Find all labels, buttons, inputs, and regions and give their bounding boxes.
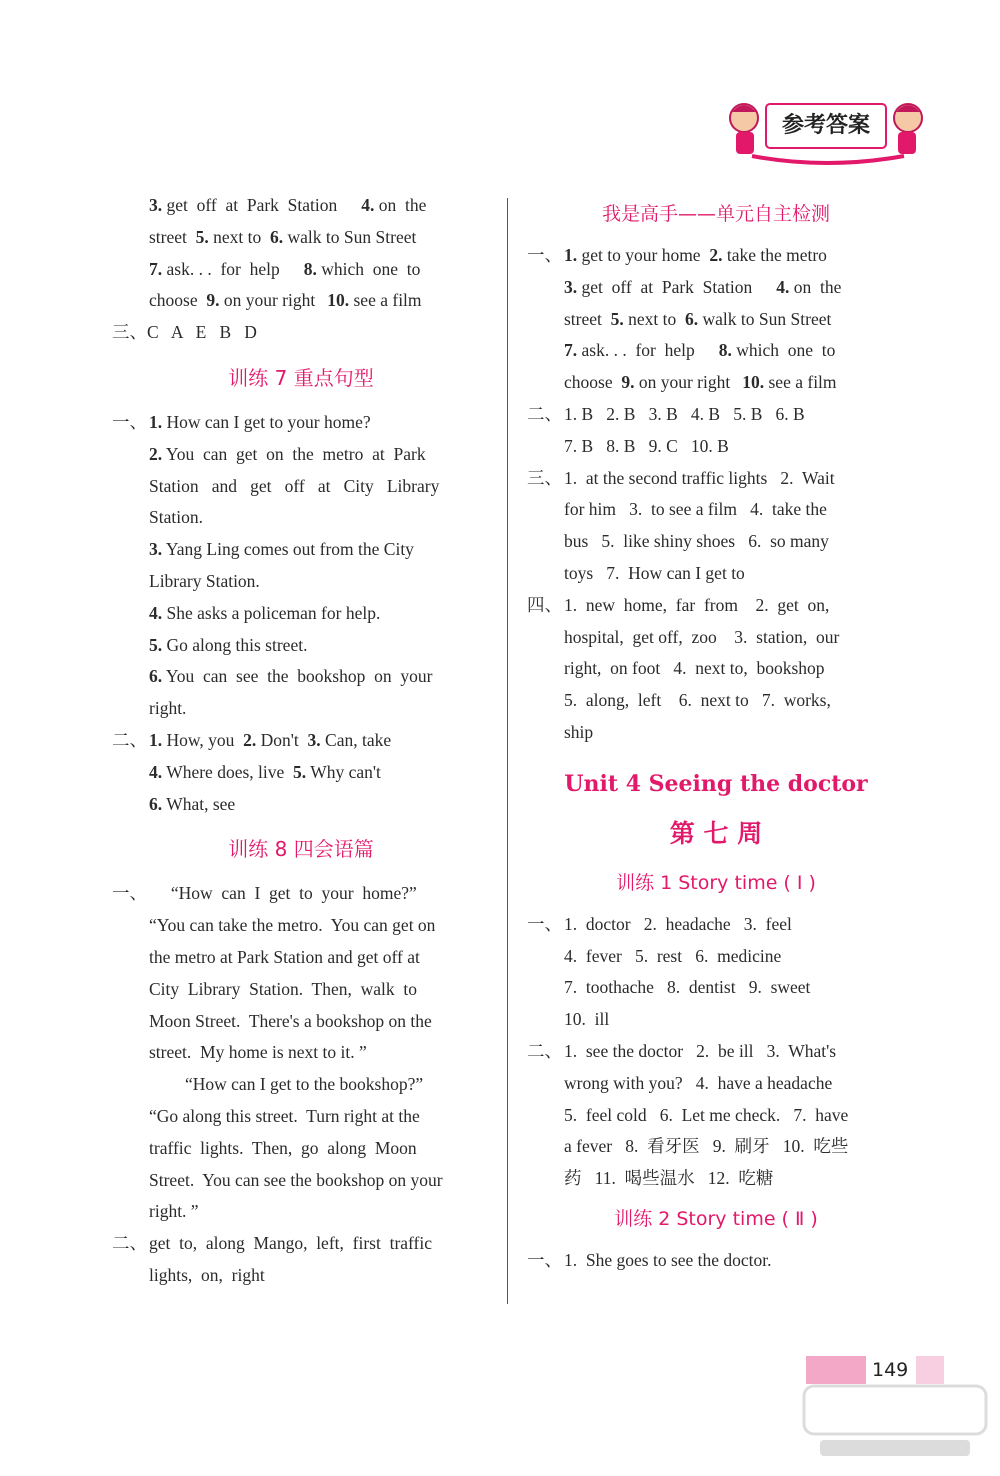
answer-line: 6. What, see <box>149 793 236 814</box>
answer-line: 7. B 8. B 9. C 10. B <box>564 435 729 456</box>
answer-line: 7. toothache 8. dentist 9. sweet <box>564 977 811 998</box>
answer-line: 6. You can see the bookshop on your <box>149 666 433 687</box>
answer-line: 5. Go along this street. <box>149 634 308 655</box>
section-title-train1: 训练 1 Story time ( Ⅰ ) <box>616 871 816 894</box>
answer-line: 10. ill <box>564 1009 610 1030</box>
section-title-train2: 训练 2 Story time ( Ⅱ ) <box>614 1207 818 1230</box>
answer-line: 2. You can get on the metro at Park <box>149 443 426 464</box>
section-title-7: 训练 7 重点句型 <box>228 365 374 390</box>
answer-line: 药 11. 喝些温水 12. 吃糖 <box>564 1168 774 1189</box>
right-column <box>527 190 905 1277</box>
answer-line: 三、 1. at the second traffic lights 2. Wait <box>527 467 835 488</box>
answer-line: choose 9. on your right 10. see a film <box>149 290 422 311</box>
answer-line: 四、 1. new home, far from 2. get on, <box>527 594 830 615</box>
left-column <box>112 190 490 1292</box>
answer-line: 二、 1. see the doctor 2. be ill 3. What's <box>527 1040 837 1061</box>
section-title-check: 我是高手——单元自主检测 <box>601 203 830 225</box>
answer-line: the metro at Park Station and get off at <box>149 946 420 967</box>
answer-line: 3. get off at Park Station 4. on the <box>149 195 427 215</box>
answer-line: 一、 1. doctor 2. headache 3. feel <box>527 913 792 934</box>
answer-line: a fever 8. 看牙医 9. 刷牙 10. 吃些 <box>564 1136 849 1157</box>
answer-line: street. My home is next to it. ” <box>149 1042 367 1063</box>
answer-line: 二、 get to, along Mango, left, first traffic <box>112 1233 433 1254</box>
header-title: 参考答案 <box>781 113 870 138</box>
answer-line: Moon Street. There's a bookshop on the <box>149 1010 432 1031</box>
page-number: 149 <box>872 1359 909 1381</box>
answer-line: Street. You can see the bookshop on your <box>149 1169 443 1190</box>
header-badge <box>722 96 930 168</box>
answer-line: City Library Station. Then, walk to <box>149 978 417 999</box>
page-number-bar <box>806 1356 866 1384</box>
answer-line: 3. get off at Park Station 4. on the <box>564 276 842 297</box>
answer-line: 二、 1. B 2. B 3. B 4. B 5. B 6. B <box>527 403 805 424</box>
watermark-logo-icon <box>800 1382 990 1462</box>
answer-line: 二、 1. How, you 2. Don't 3. Can, take <box>112 729 392 750</box>
answer-line: “Go along this street. Turn right at the <box>149 1105 420 1126</box>
answer-line: ship <box>564 721 594 742</box>
answer-line: 5. along, left 6. next to 7. works, <box>564 690 831 711</box>
answer-line: 7. ask. . . for help 8. which one to <box>149 258 421 279</box>
answer-line: bus 5. like shiny shoes 6. so many <box>564 531 829 552</box>
week-title: 第 七 周 <box>669 818 763 848</box>
answer-line: 三、C A E B D <box>112 322 257 343</box>
answer-line: choose 9. on your right 10. see a film <box>564 372 837 393</box>
answer-line: right. <box>149 698 187 719</box>
column-divider <box>507 198 508 1304</box>
answer-line: 一、 1. How can I get to your home? <box>112 411 371 432</box>
answer-line: 7. ask. . . for help 8. which one to <box>564 340 836 361</box>
answer-line: 一、 “How can I get to your home?” <box>112 883 417 904</box>
answer-line: right. ” <box>149 1201 199 1222</box>
answer-line: 5. feel cold 6. Let me check. 7. have <box>564 1104 849 1125</box>
answer-line: street 5. next to 6. walk to Sun Street <box>149 226 417 247</box>
answer-line: 4. She asks a policeman for help. <box>149 602 381 623</box>
section-title-8: 训练 8 四会语篇 <box>228 837 374 862</box>
answer-line: Station. <box>149 507 203 528</box>
answer-line: 一、 1. She goes to see the doctor. <box>527 1249 772 1270</box>
answer-line: toys 7. How can I get to <box>564 562 745 583</box>
answer-line: 3. Yang Ling comes out from the City <box>149 539 414 560</box>
answer-line: hospital, get off, zoo 3. station, our <box>564 626 840 647</box>
answer-line: Library Station. <box>149 570 260 591</box>
answer-line: 4. fever 5. rest 6. medicine <box>564 945 782 966</box>
answer-line: right, on foot 4. next to, bookshop <box>564 658 825 679</box>
answer-line: Station and get off at City Library <box>149 475 440 496</box>
answer-line: “You can take the metro. You can get on <box>149 915 436 936</box>
answer-line: lights, on, right <box>149 1264 265 1285</box>
answer-line: for him 3. to see a film 4. take the <box>564 499 827 520</box>
answer-line: traffic lights. Then, go along Moon <box>149 1137 417 1158</box>
answer-line: wrong with you? 4. have a headache <box>564 1072 833 1093</box>
page-tab <box>916 1356 944 1384</box>
answer-line: 一、 1. get to your home 2. take the metro <box>527 245 827 265</box>
answer-line: 4. Where does, live 5. Why can't <box>149 761 381 782</box>
answer-line: “How can I get to the bookshop?” <box>185 1074 424 1095</box>
unit-title: Unit 4 Seeing the doctor <box>564 770 868 797</box>
answer-line: street 5. next to 6. walk to Sun Street <box>564 308 832 329</box>
